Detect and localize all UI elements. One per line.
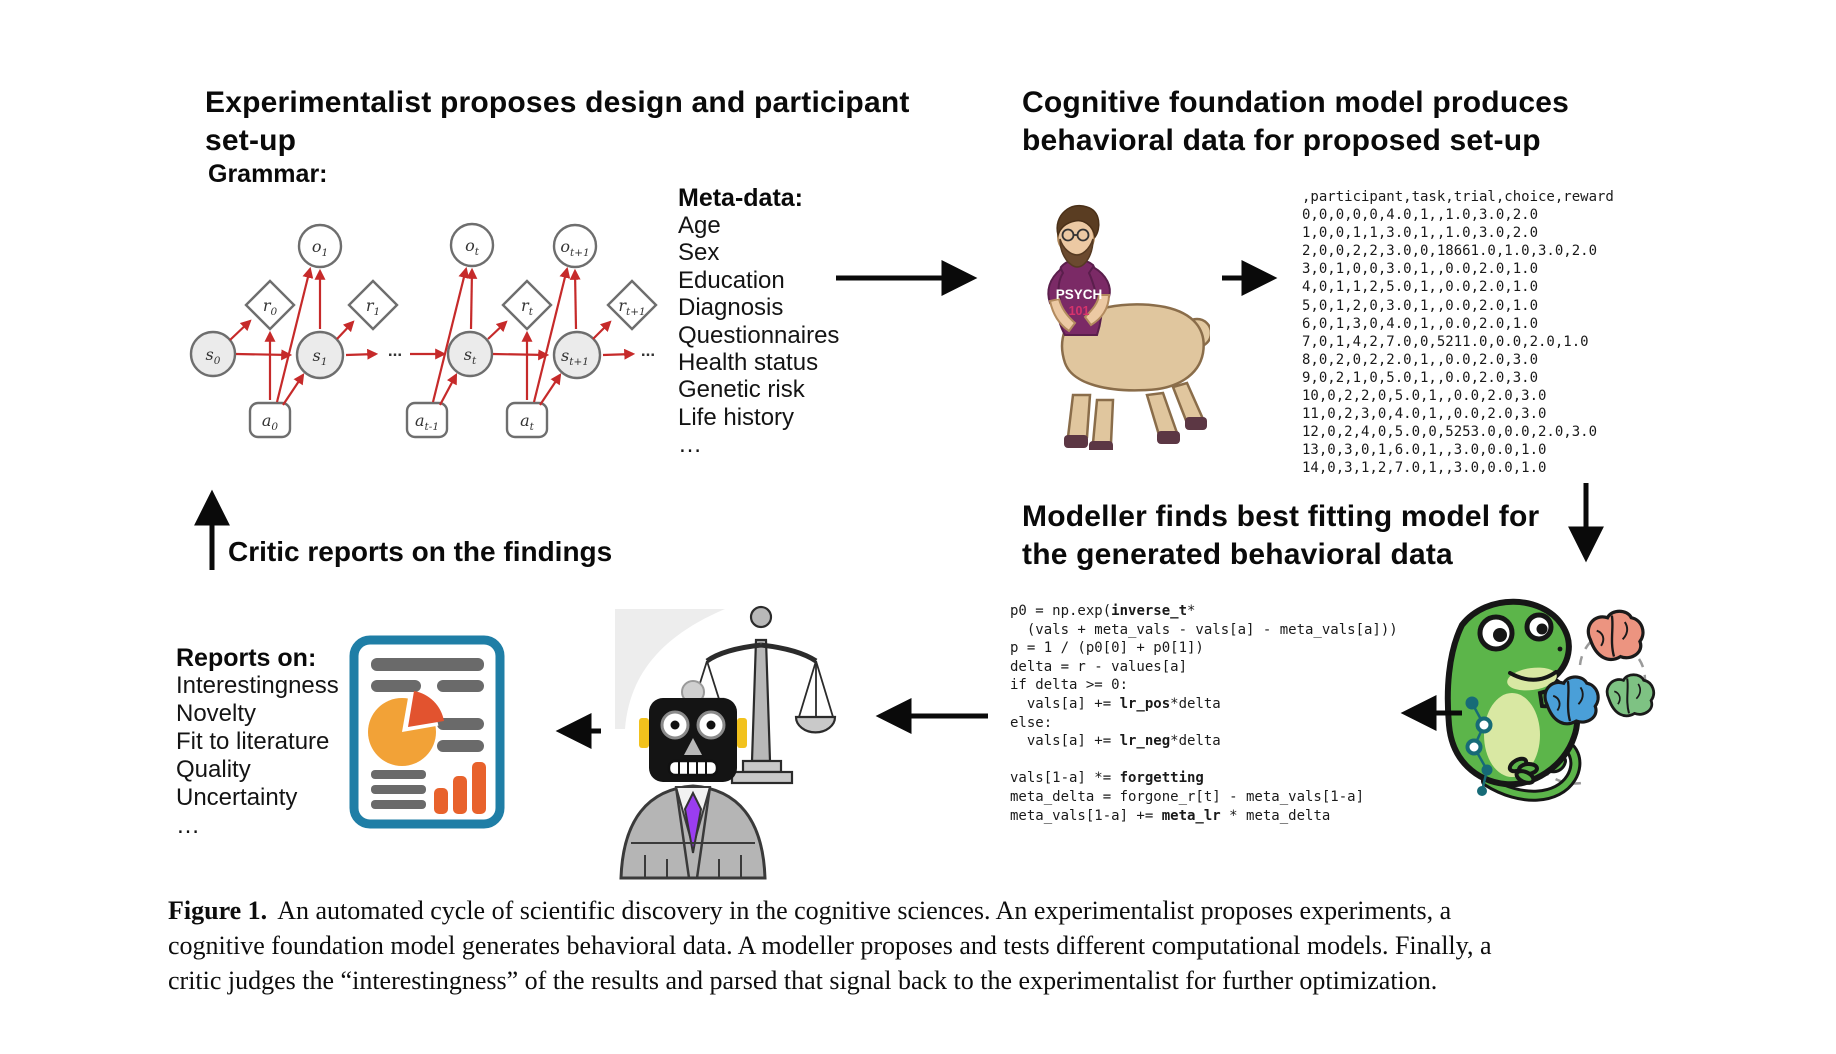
csv-line: 8,0,2,0,2,2.0,1,,0.0,2.0,3.0 xyxy=(1302,351,1539,368)
label-ot: $o_t$ xyxy=(465,236,479,258)
csv-line: 6,0,1,3,0,4.0,1,,0.0,2.0,1.0 xyxy=(1302,315,1539,332)
brain-green xyxy=(1607,675,1654,716)
label-rt: $r_t$ xyxy=(521,296,533,318)
csv-line: 2,0,0,2,2,3.0,0,18661.0,1.0,3.0,2.0 xyxy=(1302,243,1598,260)
csv-line: 5,0,1,2,0,3.0,1,,0.0,2.0,1.0 xyxy=(1302,297,1539,314)
meta-item: Life history xyxy=(678,403,795,431)
brain-blue xyxy=(1545,677,1598,724)
code-line: meta_vals[1-a] += meta_lr * meta_delta xyxy=(1010,807,1331,824)
centaur-head xyxy=(1057,206,1099,267)
foundation-title-line1: Cognitive foundation model produces xyxy=(1022,86,1569,119)
code-line: vals[1-a] *= forgetting xyxy=(1010,770,1204,787)
caption-figure-label: Figure 1. xyxy=(168,896,268,925)
modeller-title xyxy=(1022,498,1539,574)
label-r1: $r_1$ xyxy=(365,296,381,318)
model-code-block xyxy=(1010,602,1398,825)
csv-line: 4,0,1,1,2,5.0,1,,0.0,2.0,1.0 xyxy=(1302,279,1539,296)
centaur-human-torso xyxy=(1048,260,1110,335)
code-line xyxy=(1010,751,1398,770)
csv-line: 7,0,1,4,2,7.0,0,5211.0,0.0,2.0,1.0 xyxy=(1302,333,1589,350)
robot-judge-illustration xyxy=(593,595,855,880)
label-r0: $r_0$ xyxy=(262,296,278,318)
modeller-title-line1: Modeller finds best fitting model for xyxy=(1022,500,1540,533)
code-line: meta_delta = forgone_r[t] - meta_vals[1-a] xyxy=(1010,788,1365,805)
csv-line: ,participant,task,trial,choice,reward xyxy=(1302,189,1614,205)
label-at: $a_t$ xyxy=(520,411,534,433)
metadata-list xyxy=(678,212,839,459)
csv-line: 0,0,0,0,0,4.0,1,,1.0,3.0,2.0 xyxy=(1302,207,1539,224)
report-item: Novelty xyxy=(176,700,257,727)
csv-line: 9,0,2,1,0,5.0,1,,0.0,2.0,3.0 xyxy=(1302,369,1539,386)
robot-head xyxy=(639,681,747,782)
experimentalist-title-line1: Experimentalist proposes design and participant xyxy=(205,86,910,119)
foundation-title xyxy=(1022,84,1569,160)
report-item: … xyxy=(176,812,200,839)
report-document-icon xyxy=(348,634,506,830)
node-rt1 xyxy=(608,281,656,329)
code-line: p = 1 / (p0[0] + p0[1]) xyxy=(1010,640,1204,657)
meta-item: … xyxy=(678,431,702,459)
code-line: p0 = np.exp(inverse_t* xyxy=(1010,603,1196,619)
caption-line3: critic judges the “interestingness” of the results and parsed that signal back to the experimentalist for further optimization. xyxy=(168,966,1438,995)
figure-caption xyxy=(168,893,1698,998)
reports-list xyxy=(176,672,339,840)
centaur-shirt-text-top: PSYCH xyxy=(1055,287,1103,302)
meta-item: Diagnosis xyxy=(678,294,784,322)
code-line: if delta >= 0: xyxy=(1010,677,1129,694)
csv-line: 1,0,0,1,1,3.0,1,,1.0,3.0,2.0 xyxy=(1302,225,1539,242)
label-st: $s_t$ xyxy=(463,345,477,367)
grammar-graphical-model xyxy=(160,190,680,460)
code-line: delta = r - values[a] xyxy=(1010,658,1188,675)
csv-line: 10,0,2,2,0,5.0,1,,0.0,2.0,3.0 xyxy=(1302,388,1547,405)
meta-item: Education xyxy=(678,266,785,294)
report-item: Fit to literature xyxy=(176,728,330,755)
grammar-dots-mid: ... xyxy=(387,341,403,360)
grammar-dots-end: ... xyxy=(640,341,656,360)
label-a0: $a_0$ xyxy=(261,411,279,433)
caption-line1: Figure 1. An automated cycle of scientific discovery in the cognitive sciences. An experimentalist proposes experiments, a xyxy=(168,896,1452,925)
experimentalist-title xyxy=(205,84,910,160)
experimentalist-title-line2: set-up xyxy=(205,124,297,157)
reports-heading: Reports on: xyxy=(176,644,317,672)
brain-salmon xyxy=(1588,611,1643,659)
modeller-title-line2: the generated behavioral data xyxy=(1022,538,1453,571)
report-item: Interestingness xyxy=(176,672,339,699)
label-s1: $s_1$ xyxy=(312,346,328,368)
caption-line2: cognitive foundation model generates behavioral data. A modeller proposes and tests different computational models. Finally, a xyxy=(168,931,1492,960)
label-rt1: $r_{t+1}$ xyxy=(618,296,646,318)
code-line: else: xyxy=(1010,714,1053,731)
label-ot1: $o_{t+1}$ xyxy=(560,237,590,259)
code-line: vals[a] += lr_neg*delta xyxy=(1010,733,1221,750)
label-at-1: $a_{t-1}$ xyxy=(415,411,439,433)
label-st1: $s_{t+1}$ xyxy=(561,346,589,368)
csv-line: 3,0,1,0,0,3.0,1,,0.0,2.0,1.0 xyxy=(1302,261,1539,278)
code-line: vals[a] += lr_pos*delta xyxy=(1010,695,1221,712)
meta-item: Genetic risk xyxy=(678,376,805,404)
label-s0: $s_0$ xyxy=(205,345,221,367)
grammar-label: Grammar: xyxy=(208,160,328,188)
csv-line: 14,0,3,1,2,7.0,1,,3.0,0.0,1.0 xyxy=(1302,460,1547,477)
behavioral-data-csv xyxy=(1302,188,1614,478)
meta-item: Questionnaires xyxy=(678,321,840,349)
centaur-shirt-text-bottom: 101 xyxy=(1068,304,1090,318)
meta-item: Sex xyxy=(678,239,720,267)
centaur-illustration xyxy=(1035,195,1210,450)
critic-label: Critic reports on the findings xyxy=(228,536,613,567)
csv-line: 12,0,2,4,0,5.0,0,5253.0,0.0,2.0,3.0 xyxy=(1302,424,1598,441)
report-item: Quality xyxy=(176,756,251,783)
code-line: (vals + meta_vals - vals[a] - meta_vals[a])) xyxy=(1010,621,1398,638)
robot-suit xyxy=(621,786,765,878)
report-item: Uncertainty xyxy=(176,784,298,811)
meta-item: Age xyxy=(678,212,721,239)
foundation-title-line2: behavioral data for proposed set-up xyxy=(1022,124,1541,157)
gecko-modeller-illustration xyxy=(1392,585,1672,870)
label-o1: $o_1$ xyxy=(311,237,329,259)
csv-line: 11,0,2,3,0,4.0,1,,0.0,2.0,3.0 xyxy=(1302,406,1547,423)
csv-line: 13,0,3,0,1,6.0,1,,3.0,0.0,1.0 xyxy=(1302,442,1547,459)
metadata-heading: Meta-data: xyxy=(678,184,804,212)
meta-item: Health status xyxy=(678,349,819,377)
